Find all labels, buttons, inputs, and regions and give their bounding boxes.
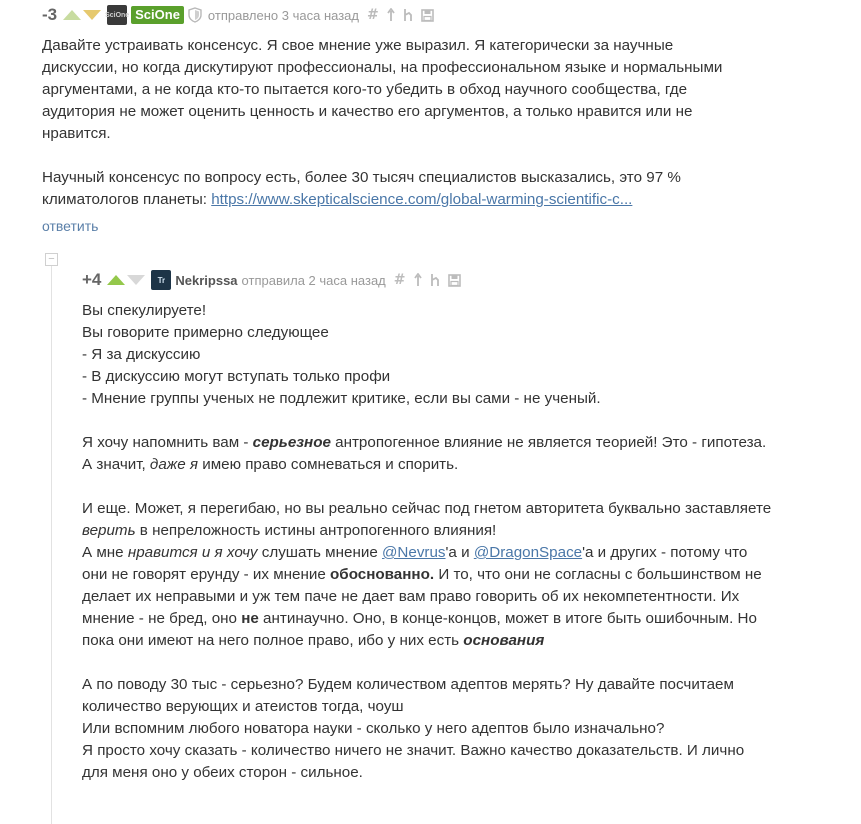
upvote-icon[interactable] — [63, 10, 81, 20]
bold-text: не — [241, 610, 259, 627]
spacer — [82, 652, 772, 674]
reply-button[interactable]: ответить — [42, 218, 99, 234]
hash-icon[interactable]: # — [393, 272, 406, 288]
avatar[interactable]: SciOne — [107, 5, 127, 25]
comment-line: - Мнение группы ученых не подлежит критике, если вы сами - не ученый. — [82, 390, 601, 407]
text-segment: антинаучно. Оно, в конце-концов, может в итоге быть ошибочным. Но пока они имеют на него полное право, ибо у них есть — [82, 610, 757, 649]
subtree-icon[interactable] — [403, 8, 413, 22]
comment-header — [42, 5, 442, 25]
spacer — [82, 476, 772, 498]
shield-icon — [188, 7, 202, 23]
text-segment: И еще. Может, я перегибаю, но вы реально сейчас под гнетом авторитета буквально заставляете — [82, 500, 772, 517]
comment-paragraph — [42, 167, 742, 211]
text-segment: 'а и — [445, 544, 474, 561]
save-icon[interactable] — [448, 274, 461, 287]
comment-line: - Я за дискуссию — [82, 346, 201, 363]
emphasis-text: верить — [82, 522, 136, 539]
text-segment: А мне — [82, 544, 128, 561]
text-segment: в непреложность истины антропогенного влияния! — [135, 522, 497, 539]
spacer — [82, 410, 772, 432]
hash-icon[interactable]: # — [367, 7, 379, 23]
user-mention[interactable]: @Nevrus — [382, 544, 446, 561]
upvote-icon[interactable] — [107, 275, 125, 285]
spacer — [42, 145, 742, 167]
user-mention[interactable]: @DragonSpace — [473, 544, 583, 561]
bold-text: обоснованно. — [330, 566, 435, 583]
comment-line: Вы говорите примерно следующее — [82, 324, 329, 341]
emphasis-text: нравится и я хочу — [127, 544, 258, 561]
thread-line[interactable] — [51, 264, 52, 824]
text-segment: антропогенное влияние не является теорией! Это - гипотеза. А значит, — [82, 434, 767, 473]
comment-line: Или вспомним любого новатора науки - сколько у него адептов было изначально? — [82, 720, 665, 737]
comment-line: - В дискуссию могут вступать только профи — [82, 368, 391, 385]
comment-paragraph — [82, 498, 772, 542]
parent-icon[interactable] — [387, 8, 395, 22]
comment-body — [82, 300, 772, 784]
comment-body — [42, 35, 742, 211]
comment-line: А по поводу 30 тыс - серьезно? Будем количеством адептов мерять? Ну давайте посчитаем количество верующих и атеистов тогда, чоуш — [82, 676, 734, 715]
text-segment: имею право сомневаться и спорить. — [198, 456, 459, 473]
save-icon[interactable] — [421, 9, 434, 22]
text-segment: 'а и других - потому что они не говорят ерунду - их мнение — [82, 544, 748, 583]
collapse-thread-button[interactable]: − — [45, 253, 58, 266]
text-segment: Я хочу напомнить вам - — [82, 434, 253, 451]
parent-icon[interactable] — [414, 273, 422, 287]
source-link[interactable]: https://www.skepticalscience.com/global-warming-scientific-c... — [211, 191, 633, 208]
emphasis-text: основания — [463, 632, 545, 649]
downvote-icon[interactable] — [83, 10, 101, 20]
comment-time: отправила 2 часа назад — [241, 272, 386, 288]
comment-rating: +4 — [82, 270, 102, 289]
emphasis-text: даже я — [149, 456, 198, 473]
comment-paragraph: Давайте устраивать консенсус. Я свое мнение уже выразил. Я категорически за научные дискуссии, но когда дискутируют профессионалы, на профессиональном языке и нормальными аргументами, а не когда кто-то пытается кого-то убедить в обход научного сообщества, где аудитория не может оценить ценность и качество его аргументов, а только нравится или не нравится. — [42, 37, 723, 142]
username[interactable]: SciOne — [131, 6, 184, 24]
comment-line: Я просто хочу сказать - количество ничего не значит. Важно качество доказательств. И лично для меня оно у обеих сторон - сильное. — [82, 742, 745, 781]
comment-paragraph — [82, 542, 772, 652]
comment-rating: -3 — [42, 5, 58, 24]
downvote-icon[interactable] — [127, 275, 145, 285]
comment-paragraph — [82, 432, 772, 476]
subtree-icon[interactable] — [430, 273, 440, 287]
paragraph-text: Научный консенсус по вопросу есть, более 30 тысяч специалистов высказались, это 97 % климатологов планеты: — [42, 169, 681, 208]
text-segment: слушать мнение — [257, 544, 382, 561]
comment-line: Вы спекулируете! — [82, 302, 207, 319]
avatar[interactable]: Tr — [151, 270, 171, 290]
username[interactable]: Nekripssa — [175, 272, 238, 288]
comment-header — [82, 270, 469, 290]
emphasis-text: серьезное — [252, 434, 331, 451]
comment-time: отправлено 3 часа назад — [207, 7, 359, 23]
text-segment: И то, что они не согласны с большинством не делает их неправыми и уж тем паче не дает вам право говорить об их некомпетентности. Их мнение - не бред, оно — [82, 566, 762, 627]
